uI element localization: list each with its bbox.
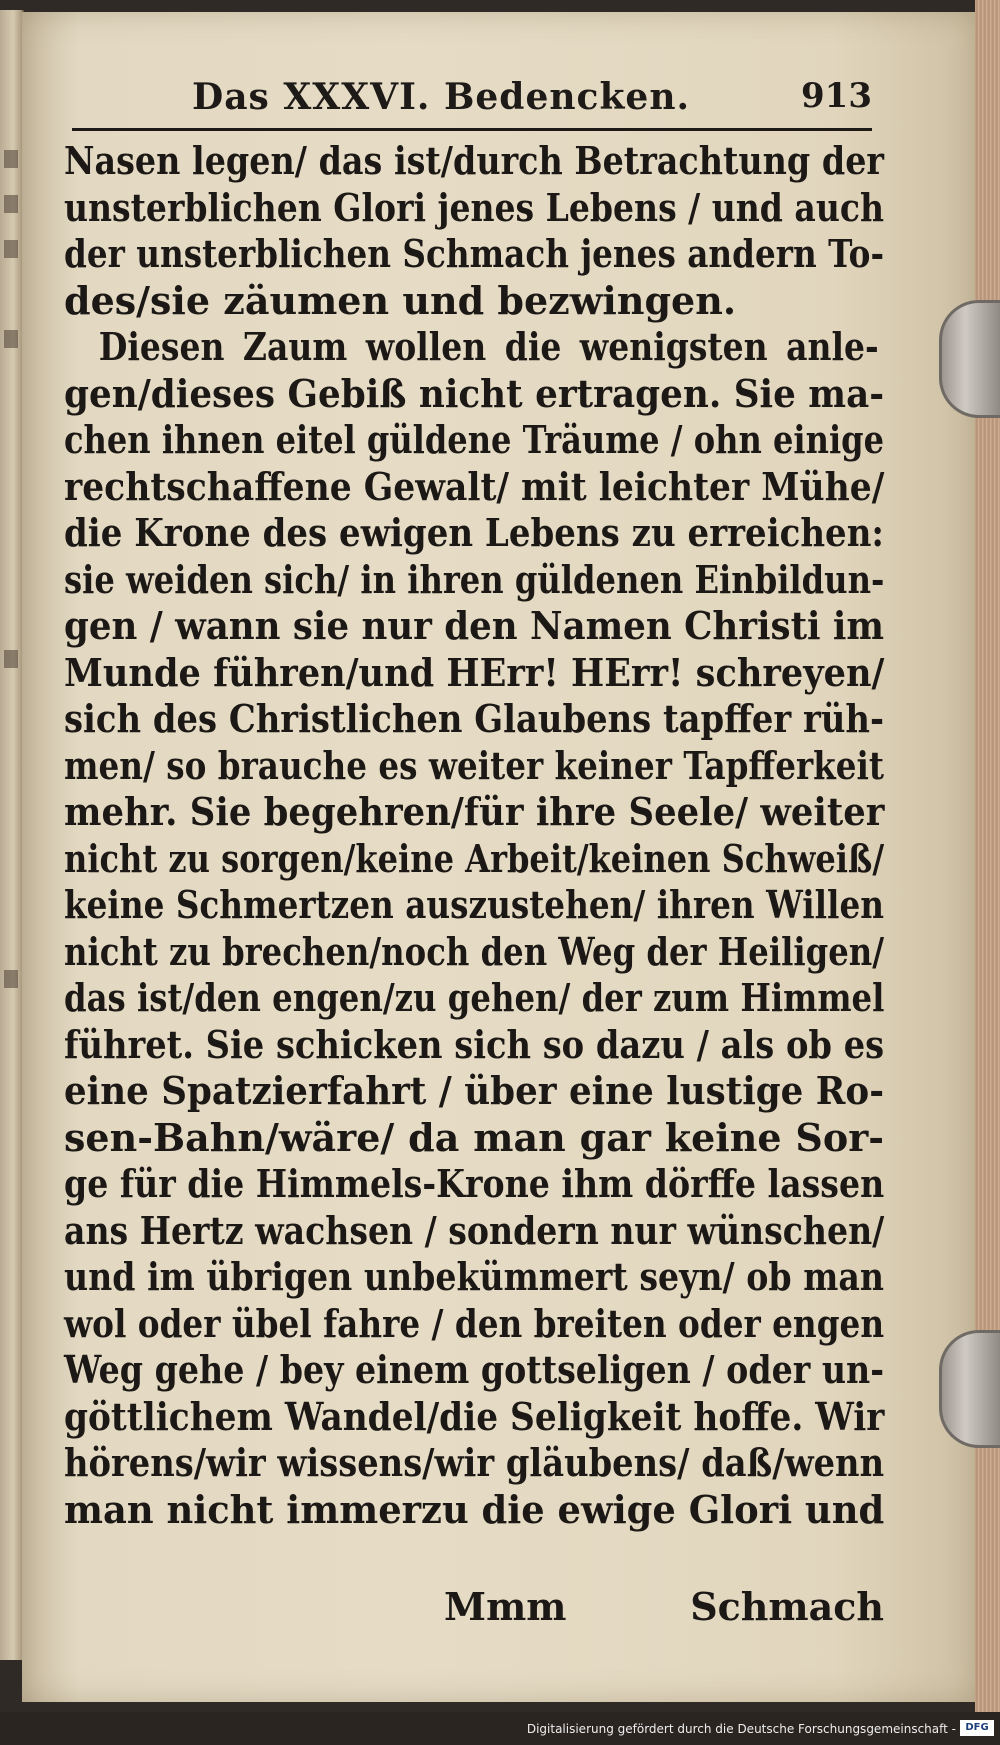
text-line: sie weiden sich/ in ihren güldenen Einbildun- bbox=[64, 556, 885, 602]
text-line: sen-Bahn/wäre/ da man gar keine Sor- bbox=[64, 1114, 884, 1160]
page-number: 913 bbox=[801, 76, 872, 116]
text-line: göttlichem Wandel/die Seligkeit hoffe. Wir bbox=[64, 1393, 885, 1439]
running-title: Das XXXVI. Bedencken. bbox=[192, 76, 691, 118]
text-line: Munde führen/und HErr! HErr! schreyen/ bbox=[64, 649, 885, 695]
book-page bbox=[22, 12, 977, 1702]
signature-mark: Mmm bbox=[444, 1584, 567, 1629]
page-header bbox=[72, 70, 872, 131]
text-line: ans Hertz wachsen / sondern nur wünschen/ bbox=[64, 1207, 885, 1253]
funding-credit: Digitalisierung gefördert durch die Deutsche Forschungsgemeinschaft - bbox=[526, 1722, 956, 1736]
dfg-logo-icon: DFG bbox=[960, 1720, 994, 1736]
text-line: und im übrigen unbekümmert seyn/ ob man bbox=[64, 1254, 884, 1299]
text-line: gen / wann sie nur den Namen Christi im bbox=[64, 603, 885, 648]
text-line: Nasen legen/ das ist/durch Betrachtung der bbox=[64, 138, 884, 183]
text-line: men/ so brauche es weiter keiner Tapfferkeit bbox=[64, 742, 884, 788]
page-clip bbox=[939, 1330, 1000, 1448]
text-line: Diesen Zaum wollen die wenigsten anle- bbox=[98, 324, 879, 369]
credit-bar bbox=[0, 1712, 1000, 1745]
catchword: Schmach bbox=[690, 1584, 884, 1629]
text-line: eine Spatzierfahrt / über eine lustige Ro- bbox=[64, 1068, 884, 1113]
page-clip bbox=[939, 300, 1000, 418]
text-line: der unsterblichen Schmach jenes andern To- bbox=[64, 231, 884, 276]
text-line: führet. Sie schicken sich so dazu / als ob es bbox=[64, 1021, 885, 1067]
text-line: unsterblichen Glori jenes Lebens / und auch bbox=[64, 184, 884, 230]
text-line: wol oder übel fahre / den breiten oder engen bbox=[64, 1300, 885, 1346]
bleed-fragment bbox=[4, 650, 18, 668]
bleed-fragment bbox=[4, 970, 18, 988]
text-line: des/sie zäumen und bezwingen. bbox=[64, 277, 737, 323]
text-line: rechtschaffene Gewalt/ mit leichter Mühe/ bbox=[64, 463, 885, 509]
text-line: nicht zu sorgen/keine Arbeit/keinen Schweiß/ bbox=[64, 835, 885, 881]
text-line: die Krone des ewigen Lebens zu erreichen: bbox=[64, 510, 884, 555]
page-block-edge bbox=[975, 0, 1000, 1745]
bleed-fragment bbox=[4, 240, 18, 258]
text-line: Weg gehe / bey einem gottseligen / oder un- bbox=[64, 1347, 884, 1392]
text-line: chen ihnen eitel güldene Träume / ohn einige bbox=[64, 417, 884, 462]
text-line: mehr. Sie begehren/für ihre Seele/ weiter bbox=[64, 789, 885, 834]
text-line: sich des Christlichen Glaubens tapffer rüh- bbox=[64, 696, 884, 741]
text-line: hörens/wir wissens/wir gläubens/ daß/wenn bbox=[64, 1440, 885, 1485]
text-line: gen/dieses Gebiß nicht ertragen. Sie ma- bbox=[64, 370, 885, 416]
text-line: nicht zu brechen/noch den Weg der Heiligen/ bbox=[64, 928, 885, 974]
text-line: man nicht immerzu die ewige Glori und bbox=[64, 1486, 885, 1532]
bleed-fragment bbox=[4, 330, 18, 348]
previous-page-edge bbox=[0, 10, 24, 1660]
bleed-fragment bbox=[4, 150, 18, 168]
text-line: das ist/den engen/zu gehen/ der zum Himmel bbox=[64, 975, 885, 1020]
bleed-fragment bbox=[4, 195, 18, 213]
text-line: ge für die Himmels-Krone ihm dörffe lassen bbox=[64, 1161, 885, 1206]
page-footer bbox=[64, 1584, 884, 1636]
body-text bbox=[64, 138, 884, 1533]
text-line: keine Schmertzen auszustehen/ ihren Willen bbox=[64, 882, 884, 927]
